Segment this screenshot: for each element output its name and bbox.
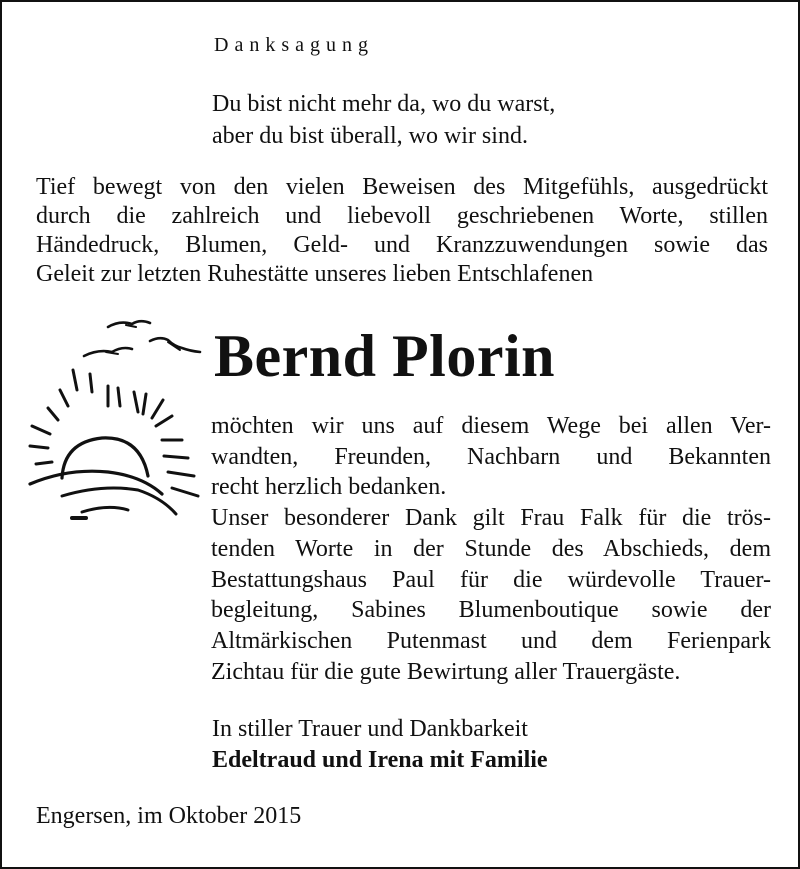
thanks-line: möchten wir uns auf diesem Wege bei allen Ver-	[211, 413, 771, 439]
thanks-line: Unser besonderer Dank gilt Frau Falk für die trös-	[211, 505, 771, 532]
intro-line: Tief bewegt von den vielen Beweisen des Mitgefühls, ausgedrückt	[36, 174, 768, 200]
birds-sunset-icon	[22, 308, 202, 538]
thanks-line: begleitung, Sabines Blumenboutique sowie der	[211, 597, 771, 624]
thanks-line: tenden Worte in der Stunde des Abschieds, dem	[211, 535, 771, 562]
thanks-paragraph	[211, 411, 771, 687]
thanks-line: wandten, Freunden, Nachbarn und Bekannten	[211, 443, 771, 470]
thanks-line: Zichtau für die gute Bewirtung aller Trauergäste.	[211, 658, 681, 685]
intro-line: Geleit zur letzten Ruhestätte unseres lieben Entschlafenen	[36, 261, 594, 287]
closing-line: In stiller Trauer und Dankbarkeit	[212, 716, 528, 742]
intro-paragraph	[36, 173, 768, 289]
deceased-name: Bernd Plorin	[214, 323, 556, 389]
intro-line: Händedruck, Blumen, Geld- und Kranzzuwendungen sowie das	[36, 232, 768, 258]
thanks-line: Bestattungshaus Paul für die würdevolle Trauer-	[211, 566, 771, 593]
intro-line: durch die zahlreich und liebevoll geschriebenen Worte, stillen	[36, 203, 768, 229]
thanks-line: recht herzlich bedanken.	[211, 474, 447, 501]
thanks-line: Altmärkischen Putenmast und dem Ferienpark	[211, 627, 771, 654]
signatories: Edeltraud und Irena mit Familie	[212, 747, 548, 773]
heading: Danksagung	[214, 34, 374, 56]
place-date: Engersen, im Oktober 2015	[36, 803, 302, 829]
verse	[212, 88, 555, 152]
verse-line: Du bist nicht mehr da, wo du warst,	[212, 91, 556, 117]
verse-line: aber du bist überall, wo wir sind.	[212, 123, 528, 149]
